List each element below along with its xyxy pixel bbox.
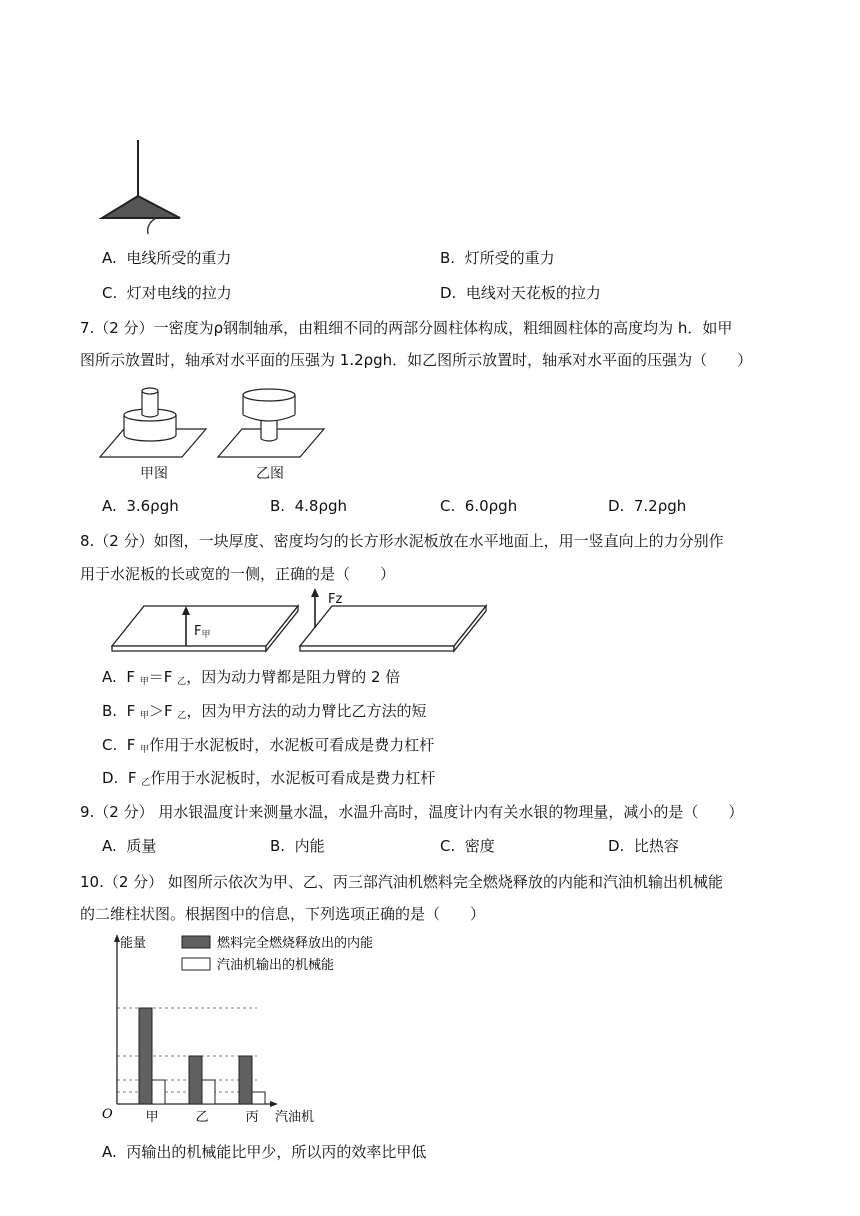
q8-option-b: B. F $_甲$＞F $_乙$，因为甲方法的动力臂比乙方法的短 — [102, 702, 427, 721]
x-tick-label: 丙 — [245, 1110, 259, 1125]
q9-option-a: A. 质量 — [102, 837, 157, 855]
hanging-lamp-figure — [96, 140, 186, 240]
q10-stem-line2: 的二维柱状图。根据图中的信息，下列选项正确的是（ ） — [80, 905, 486, 923]
x-axis-label: 汽油机 — [275, 1110, 315, 1125]
fig-b-caption: 乙图 — [256, 466, 284, 482]
bar-甲-mechanical-energy — [152, 1080, 165, 1104]
q7-stem-line1: 7.（2 分）一密度为ρ钢制轴承，由粗细不同的两部分圆柱体构成，粗细圆柱体的高度均为 h．如甲 — [80, 319, 733, 337]
q8-option-c: C. F $_甲$作用于水泥板时，水泥板可看成是费力杠杆 — [102, 736, 435, 755]
q7-option-a: A. 3.6ρgh — [102, 497, 179, 515]
force-a-label: $F_甲$ — [194, 624, 211, 640]
legend-swatch — [182, 958, 210, 970]
x-tick-label: 乙 — [195, 1110, 209, 1125]
energy-bar-chart — [100, 930, 400, 1130]
q7-stem-line2: 图所示放置时，轴承对水平面的压强为 1.2ρgh．如乙图所示放置时，轴承对水平面的压强为（ ） — [80, 351, 753, 369]
bar-丙-internal-energy — [239, 1056, 252, 1104]
q8-stem-line2: 用于水泥板的长或宽的一侧，正确的是（ ） — [80, 565, 396, 583]
q7-option-b: B. 4.8ρgh — [270, 497, 348, 515]
bar-乙-mechanical-energy — [202, 1080, 215, 1104]
y-axis-label: 能量 — [120, 936, 147, 951]
legend-label: 燃料完全燃烧释放出的内能 — [217, 936, 374, 951]
q9-stem: 9.（2 分） 用水银温度计来测量水温，水温升高时，温度计内有关水银的物理量，减小的是（ ） — [80, 803, 744, 821]
q9-option-d: D. 比热容 — [608, 837, 679, 855]
q6-option-a: A. 电线所受的重力 — [102, 249, 232, 267]
q7-option-c: C. 6.0ρgh — [440, 497, 518, 515]
origin-label: O — [102, 1107, 113, 1122]
q10-stem-line1: 10.（2 分） 如图所示依次为甲、乙、丙三部汽油机燃料完全燃烧释放的内能和汽油机输出机械能 — [80, 873, 723, 891]
x-axis-arrow — [270, 1101, 278, 1107]
legend-swatch — [182, 936, 210, 948]
fig-a-caption: 甲图 — [140, 466, 168, 482]
q8-stem-line1: 8.（2 分）如图，一块厚度、密度均匀的长方形水泥板放在水平地面上，用一竖直向上的力分别作 — [80, 532, 724, 550]
x-tick-label: 甲 — [145, 1110, 159, 1125]
bearing-figure-b — [216, 385, 326, 465]
legend-label: 汽油机输出的机械能 — [217, 958, 335, 973]
q10-option-a: A. 丙输出的机械能比甲少，所以丙的效率比甲低 — [102, 1143, 427, 1161]
q9-option-b: B. 内能 — [270, 837, 325, 855]
q8-option-a: A. F $_甲$＝F $_乙$，因为动力臂都是阻力臂的 2 倍 — [102, 668, 401, 687]
bar-甲-internal-energy — [139, 1008, 152, 1104]
q6-option-c: C. 灯对电线的拉力 — [102, 284, 232, 302]
q7-option-d: D. 7.2ρgh — [608, 497, 687, 515]
bar-乙-internal-energy — [189, 1056, 202, 1104]
q8-option-d: D. F $_乙$作用于水泥板时，水泥板可看成是费力杠杆 — [102, 769, 436, 788]
q9-option-c: C. 密度 — [440, 837, 495, 855]
force-b-label: Fz — [328, 592, 343, 607]
bearing-figure-a — [98, 385, 208, 465]
q6-option-d: D. 电线对天花板的拉力 — [440, 284, 601, 302]
q6-option-b: B. 灯所受的重力 — [440, 249, 555, 267]
bar-丙-mechanical-energy — [252, 1092, 265, 1104]
